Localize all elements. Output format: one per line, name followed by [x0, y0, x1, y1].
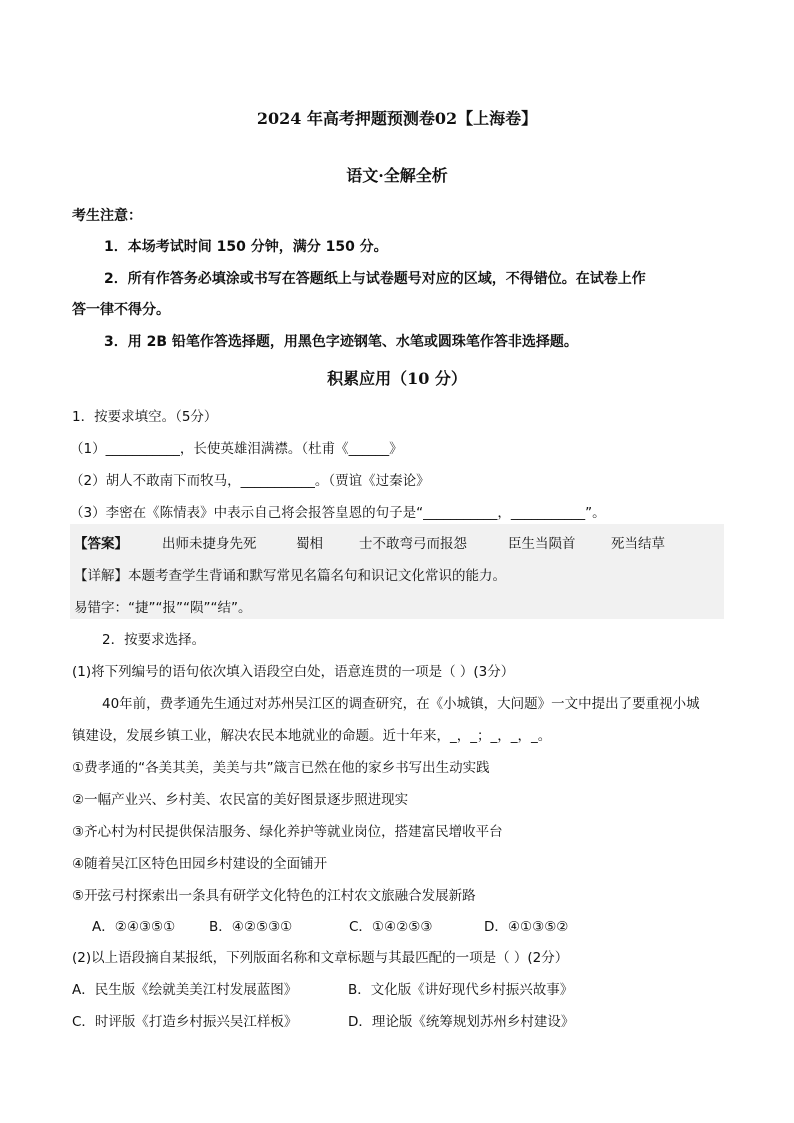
answer-3: 士不敢弯弓而报怨 [359, 536, 467, 552]
answer-2: 蜀相 [296, 536, 323, 552]
notice-item-2-line-2: 答一律不得分。 [72, 302, 170, 318]
q2-stem: 2．按要求选择。 [102, 632, 206, 648]
notice-item-2-line-1: 2．所有作答务必填涂或书写在答题纸上与试卷题号对应的区域，不得错位。在试卷上作 [104, 271, 646, 287]
notice-heading: 考生注意： [72, 208, 142, 224]
answer-typo-note: 易错字：“捷”“报”“陨”“结”。 [74, 600, 252, 616]
q2-paragraph-line-1: 40年前，费孝通先生通过对苏州吴江区的调查研究，在《小城镇，大问题》一文中提出了要重视小城 [102, 696, 700, 712]
q1-part-1: （1）___________，长使英雄泪满襟。（杜甫《______》 [70, 441, 403, 457]
q2-option-c: C．①④②⑤③ [349, 919, 433, 935]
answer-5: 死当结草 [611, 536, 665, 552]
notice-item-1: 1．本场考试时间 150 分钟，满分 150 分。 [104, 239, 388, 255]
exam-subtitle: 语文·全解全析 [346, 166, 448, 185]
q2-sub2-stem: (2)以上语段摘自某报纸，下列版面名称和文章标题与其最匹配的一项是（ ）(2分） [72, 950, 569, 966]
answer-detail: 【详解】本题考查学生背诵和默写常见名篇名句和识记文化常识的能力。 [74, 568, 506, 584]
q2-option-b: B．④②⑤③① [209, 919, 293, 935]
q2-sub1-stem: (1)将下列编号的语句依次填入语段空白处，语意连贯的一项是（ ）(3分） [72, 664, 515, 680]
answer-4: 臣生当陨首 [508, 536, 576, 552]
q2-sub2-option-b: B．文化版《讲好现代乡村振兴故事》 [348, 982, 574, 998]
q2-sentence-1: ①费孝通的“各美其美，美美与共”箴言已然在他的家乡书写出生动实践 [72, 760, 490, 776]
q1-stem: 1．按要求填空。（5分） [72, 409, 218, 425]
answer-label: 【答案】 [74, 536, 128, 552]
q2-sentence-4: ④随着吴江区特色田园乡村建设的全面铺开 [72, 856, 328, 872]
q2-option-d: D．④①③⑤② [484, 919, 569, 935]
q2-option-a: A．②④③⑤① [92, 919, 176, 935]
q2-sentence-3: ③齐心村为村民提供保洁服务、绿化养护等就业岗位，搭建富民增收平台 [72, 824, 503, 840]
section-title: 积累应用（10 分） [327, 369, 467, 388]
q1-part-3: （3）李密在《陈情表》中表示自己将会报答皇恩的句子是“___________，___________”。 [70, 505, 606, 521]
q1-part-2: （2）胡人不敢南下而牧马，___________。（贾谊《过秦论》 [70, 473, 430, 489]
exam-title: 2024 年高考押题预测卷02【上海卷】 [256, 109, 538, 128]
notice-item-3: 3．用 2B 铅笔作答选择题，用黑色字迹钢笔、水笔或圆珠笔作答非选择题。 [104, 334, 578, 350]
q2-sentence-2: ②一幅产业兴、乡村美、农民富的美好图景逐步照进现实 [72, 792, 409, 808]
q2-sub2-option-a: A．民生版《绘就美美江村发展蓝图》 [72, 982, 298, 998]
q2-sub2-option-d: D．理论版《统筹规划苏州乡村建设》 [348, 1014, 575, 1030]
answer-box [70, 524, 724, 619]
q2-paragraph-line-2: 镇建设，发展乡镇工业，解决农民本地就业的命题。近十年来，_，_；_，_，_。 [72, 728, 552, 744]
q2-sub2-option-c: C．时评版《打造乡村振兴吴江样板》 [72, 1014, 298, 1030]
q2-sentence-5: ⑤开弦弓村探索出一条具有研学文化特色的江村农文旅融合发展新路 [72, 888, 476, 904]
answer-1: 出师未捷身先死 [162, 536, 257, 552]
